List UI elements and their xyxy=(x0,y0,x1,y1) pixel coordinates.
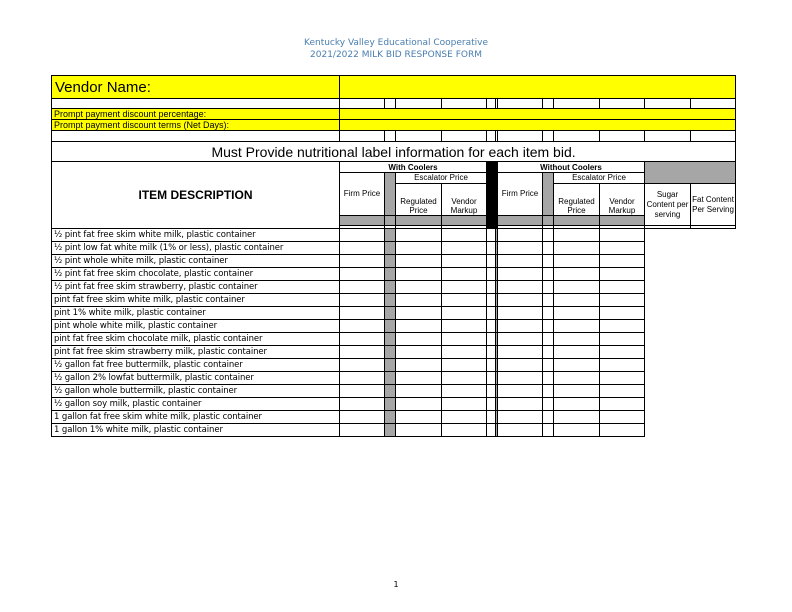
firm-price-cell[interactable] xyxy=(487,268,496,281)
vendor-markup-cell[interactable] xyxy=(442,229,487,242)
table-row xyxy=(52,333,736,346)
vendor-markup-cell[interactable] xyxy=(442,411,487,424)
item-description: ½ gallon soy milk, plastic container xyxy=(52,398,340,411)
fat-content-cell[interactable] xyxy=(600,398,645,411)
fat-content-cell[interactable] xyxy=(600,242,645,255)
table-row xyxy=(52,411,736,424)
regulated-price-cell[interactable] xyxy=(498,398,543,411)
firm-price-cell[interactable] xyxy=(487,359,496,372)
vendor-markup-cell[interactable] xyxy=(543,411,554,424)
firm-price-cell[interactable] xyxy=(340,411,385,424)
regulated-price-cell[interactable] xyxy=(498,320,543,333)
firm-price-cell[interactable] xyxy=(340,346,385,359)
fat-content-cell[interactable] xyxy=(600,333,645,346)
firm-price-cell[interactable] xyxy=(487,398,496,411)
regulated-price-cell[interactable] xyxy=(498,359,543,372)
regulated-price-cell[interactable] xyxy=(498,242,543,255)
table-row xyxy=(52,359,736,372)
fat-content-cell[interactable] xyxy=(600,385,645,398)
firm-price-cell[interactable] xyxy=(487,281,496,294)
separator-cell xyxy=(385,229,396,242)
regulated-price-cell[interactable] xyxy=(396,294,442,307)
vendor-markup-header: Vendor Markup xyxy=(442,184,487,216)
firm-price-cell[interactable] xyxy=(340,281,385,294)
item-description: 1 gallon 1% white milk, plastic container xyxy=(52,424,340,437)
vendor-markup-cell[interactable] xyxy=(543,242,554,255)
regulated-price-cell[interactable] xyxy=(498,346,543,359)
vendor-name-field[interactable] xyxy=(340,76,736,99)
vendor-markup-cell[interactable] xyxy=(543,346,554,359)
regulated-price-cell[interactable] xyxy=(396,281,442,294)
regulated-price-cell[interactable] xyxy=(498,268,543,281)
item-description: ½ pint whole white milk, plastic container xyxy=(52,255,340,268)
separator-cell xyxy=(385,333,396,346)
table-row xyxy=(52,398,736,411)
vendor-markup-cell[interactable] xyxy=(543,294,554,307)
sugar-content-cell[interactable] xyxy=(554,346,600,359)
regulated-price-cell[interactable] xyxy=(498,281,543,294)
sugar-content-cell[interactable] xyxy=(554,398,600,411)
vendor-name-label: Vendor Name: xyxy=(52,76,340,99)
vendor-markup-cell[interactable] xyxy=(442,242,487,255)
separator-cell xyxy=(385,268,396,281)
vendor-markup-cell[interactable] xyxy=(543,307,554,320)
vendor-markup-cell[interactable] xyxy=(442,255,487,268)
sugar-content-cell[interactable] xyxy=(554,229,600,242)
vendor-markup-cell[interactable] xyxy=(543,333,554,346)
separator-cell xyxy=(385,346,396,359)
sugar-content-cell[interactable] xyxy=(554,294,600,307)
vendor-markup-cell[interactable] xyxy=(543,281,554,294)
separator-cell xyxy=(385,372,396,385)
fat-content-cell[interactable] xyxy=(600,346,645,359)
separator-cell xyxy=(385,359,396,372)
sugar-content-cell[interactable] xyxy=(554,333,600,346)
fat-content-cell[interactable] xyxy=(600,424,645,437)
firm-price-cell[interactable] xyxy=(340,294,385,307)
regulated-price-cell[interactable] xyxy=(396,359,442,372)
vendor-markup-cell[interactable] xyxy=(442,307,487,320)
fat-content-cell[interactable] xyxy=(600,320,645,333)
regulated-price-cell[interactable] xyxy=(498,385,543,398)
table-row xyxy=(52,268,736,281)
table-row xyxy=(52,346,736,359)
firm-price-cell[interactable] xyxy=(487,372,496,385)
vendor-markup-cell[interactable] xyxy=(442,424,487,437)
firm-price-cell[interactable] xyxy=(487,424,496,437)
escalator-price-header-2: Escalator Price xyxy=(554,173,645,184)
separator-cell xyxy=(385,424,396,437)
sugar-content-cell[interactable] xyxy=(554,307,600,320)
regulated-price-cell[interactable] xyxy=(396,424,442,437)
regulated-price-cell[interactable] xyxy=(498,333,543,346)
firm-price-cell[interactable] xyxy=(340,242,385,255)
item-description: ½ gallon fat free buttermilk, plastic container xyxy=(52,359,340,372)
sugar-content-header: Sugar Content per serving xyxy=(645,184,691,226)
regulated-price-cell[interactable] xyxy=(396,411,442,424)
separator-cell xyxy=(385,411,396,424)
item-description: ½ gallon whole buttermilk, plastic container xyxy=(52,385,340,398)
regulated-price-cell[interactable] xyxy=(396,372,442,385)
fat-content-cell[interactable] xyxy=(600,372,645,385)
nutrition-notice: Must Provide nutritional label information for each item bid. xyxy=(52,142,736,162)
table-row xyxy=(52,255,736,268)
regulated-price-header: Regulated Price xyxy=(396,184,442,216)
vendor-markup-cell[interactable] xyxy=(442,268,487,281)
firm-price-cell[interactable] xyxy=(340,255,385,268)
firm-price-header-2: Firm Price xyxy=(498,173,543,216)
separator-cell xyxy=(385,294,396,307)
regulated-price-cell[interactable] xyxy=(396,307,442,320)
regulated-price-cell[interactable] xyxy=(498,411,543,424)
vendor-markup-cell[interactable] xyxy=(543,320,554,333)
firm-price-cell[interactable] xyxy=(340,385,385,398)
vendor-markup-cell[interactable] xyxy=(442,294,487,307)
regulated-price-cell[interactable] xyxy=(396,346,442,359)
table-row xyxy=(52,307,736,320)
regulated-price-cell[interactable] xyxy=(498,307,543,320)
item-description: 1 gallon fat free skim white milk, plastic container xyxy=(52,411,340,424)
regulated-price-cell[interactable] xyxy=(396,320,442,333)
regulated-price-cell[interactable] xyxy=(396,333,442,346)
separator-cell xyxy=(385,242,396,255)
regulated-price-cell[interactable] xyxy=(396,268,442,281)
item-description: pint fat free skim chocolate milk, plastic container xyxy=(52,333,340,346)
regulated-price-cell[interactable] xyxy=(396,255,442,268)
firm-price-cell[interactable] xyxy=(340,398,385,411)
item-description: pint fat free skim white milk, plastic container xyxy=(52,294,340,307)
firm-price-cell[interactable] xyxy=(487,294,496,307)
column-divider xyxy=(487,162,498,229)
firm-price-cell[interactable] xyxy=(340,229,385,242)
page-number: 1 xyxy=(393,580,399,589)
vendor-markup-cell[interactable] xyxy=(442,333,487,346)
fat-content-cell[interactable] xyxy=(600,294,645,307)
sugar-content-cell[interactable] xyxy=(554,281,600,294)
regulated-price-cell[interactable] xyxy=(396,385,442,398)
item-description: ½ pint fat free skim chocolate, plastic container xyxy=(52,268,340,281)
regulated-price-cell[interactable] xyxy=(396,229,442,242)
fat-content-cell[interactable] xyxy=(600,359,645,372)
separator-cell xyxy=(385,281,396,294)
table-row xyxy=(52,372,736,385)
bid-table xyxy=(51,75,736,437)
firm-price-cell[interactable] xyxy=(487,255,496,268)
vendor-markup-cell[interactable] xyxy=(442,320,487,333)
firm-price-cell[interactable] xyxy=(340,268,385,281)
vendor-markup-header-2: Vendor Markup xyxy=(600,184,645,216)
fat-content-cell[interactable] xyxy=(600,411,645,424)
regulated-price-cell[interactable] xyxy=(498,372,543,385)
vendor-markup-cell[interactable] xyxy=(442,385,487,398)
firm-price-cell[interactable] xyxy=(487,346,496,359)
discount-terms-field[interactable] xyxy=(340,120,736,131)
separator-cell xyxy=(385,255,396,268)
item-description: ½ pint fat free skim white milk, plastic container xyxy=(52,229,340,242)
sugar-content-cell[interactable] xyxy=(554,255,600,268)
separator-cell xyxy=(385,385,396,398)
firm-price-cell[interactable] xyxy=(487,411,496,424)
fat-content-cell[interactable] xyxy=(600,268,645,281)
fat-content-cell[interactable] xyxy=(600,229,645,242)
vendor-markup-cell[interactable] xyxy=(543,424,554,437)
firm-price-cell[interactable] xyxy=(340,307,385,320)
separator-cell xyxy=(385,307,396,320)
discount-percentage-label: Prompt payment discount percentage: xyxy=(52,109,340,120)
item-description-header: ITEM DESCRIPTION xyxy=(52,162,340,229)
firm-price-cell[interactable] xyxy=(487,320,496,333)
vendor-markup-cell[interactable] xyxy=(543,229,554,242)
regulated-price-cell[interactable] xyxy=(498,255,543,268)
firm-price-cell[interactable] xyxy=(487,307,496,320)
regulated-price-cell[interactable] xyxy=(396,398,442,411)
vendor-markup-cell[interactable] xyxy=(442,281,487,294)
item-rows xyxy=(52,229,736,437)
fat-content-cell[interactable] xyxy=(600,307,645,320)
sugar-content-cell[interactable] xyxy=(554,424,600,437)
vendor-markup-cell[interactable] xyxy=(543,268,554,281)
sugar-content-cell[interactable] xyxy=(554,372,600,385)
firm-price-cell[interactable] xyxy=(340,320,385,333)
vendor-markup-cell[interactable] xyxy=(543,398,554,411)
regulated-price-cell[interactable] xyxy=(498,229,543,242)
table-row xyxy=(52,281,736,294)
regulated-price-cell[interactable] xyxy=(396,242,442,255)
firm-price-cell[interactable] xyxy=(340,333,385,346)
vendor-markup-cell[interactable] xyxy=(543,359,554,372)
separator-cell xyxy=(385,398,396,411)
item-description: ½ pint low fat white milk (1% or less), plastic container xyxy=(52,242,340,255)
vendor-markup-cell[interactable] xyxy=(543,372,554,385)
firm-price-cell[interactable] xyxy=(340,372,385,385)
item-description: ½ pint fat free skim strawberry, plastic container xyxy=(52,281,340,294)
firm-price-cell[interactable] xyxy=(340,359,385,372)
sugar-content-cell[interactable] xyxy=(554,242,600,255)
sugar-content-cell[interactable] xyxy=(554,385,600,398)
escalator-price-header: Escalator Price xyxy=(396,173,487,184)
with-coolers-header: With Coolers xyxy=(340,162,487,173)
firm-price-cell[interactable] xyxy=(487,242,496,255)
form-title: 2021/2022 MILK BID RESPONSE FORM xyxy=(310,50,482,60)
item-description: pint fat free skim strawberry milk, plastic container xyxy=(52,346,340,359)
item-description: pint 1% white milk, plastic container xyxy=(52,307,340,320)
item-description: pint whole white milk, plastic container xyxy=(52,320,340,333)
table-row xyxy=(52,424,736,437)
sugar-content-cell[interactable] xyxy=(554,411,600,424)
table-row xyxy=(52,294,736,307)
vendor-markup-cell[interactable] xyxy=(543,255,554,268)
table-row xyxy=(52,229,736,242)
fat-content-cell[interactable] xyxy=(600,281,645,294)
organization-name: Kentucky Valley Educational Cooperative xyxy=(304,38,488,48)
without-coolers-header: Without Coolers xyxy=(498,162,645,173)
fat-content-cell[interactable] xyxy=(600,255,645,268)
vendor-markup-cell[interactable] xyxy=(543,385,554,398)
sugar-content-cell[interactable] xyxy=(554,320,600,333)
vendor-markup-cell[interactable] xyxy=(442,359,487,372)
firm-price-cell[interactable] xyxy=(340,424,385,437)
table-row xyxy=(52,242,736,255)
regulated-price-cell[interactable] xyxy=(498,294,543,307)
firm-price-cell[interactable] xyxy=(487,333,496,346)
vendor-markup-cell[interactable] xyxy=(442,346,487,359)
vendor-markup-cell[interactable] xyxy=(442,372,487,385)
sugar-content-cell[interactable] xyxy=(554,359,600,372)
item-description: ½ gallon 2% lowfat buttermilk, plastic container xyxy=(52,372,340,385)
regulated-price-cell[interactable] xyxy=(498,424,543,437)
table-row xyxy=(52,385,736,398)
separator-cell xyxy=(385,320,396,333)
regulated-price-header-2: Regulated Price xyxy=(554,184,600,216)
fat-content-header: Fat Content Per Serving xyxy=(691,184,736,226)
firm-price-header: Firm Price xyxy=(340,173,385,216)
discount-terms-label: Prompt payment discount terms (Net Days): xyxy=(52,120,340,131)
discount-percentage-field[interactable] xyxy=(340,109,736,120)
sugar-content-cell[interactable] xyxy=(554,268,600,281)
table-row xyxy=(52,320,736,333)
firm-price-cell[interactable] xyxy=(487,385,496,398)
vendor-markup-cell[interactable] xyxy=(442,398,487,411)
firm-price-cell[interactable] xyxy=(487,229,496,242)
